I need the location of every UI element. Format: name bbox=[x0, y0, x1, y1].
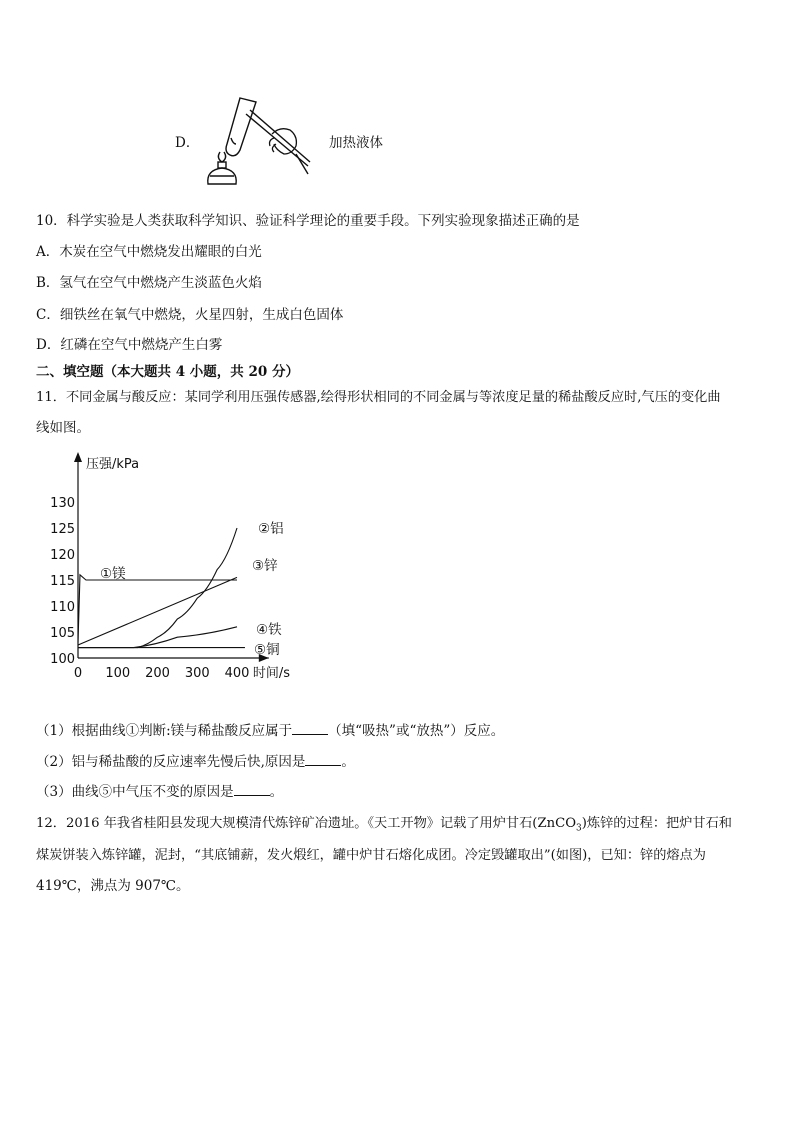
q12-line2: 煤炭饼装入炼锌罐，泥封，“其底铺薪，发火煅红，罐中炉甘石熔化成团。冷定毁罐取出”(如图)，已知：锌的熔点为 bbox=[36, 848, 706, 863]
q10-option-b: B．氢气在空气中燃烧产生淡蓝色火焰 bbox=[36, 275, 262, 291]
test-tube-holder-icon bbox=[246, 110, 310, 174]
x-tick-label: 200 bbox=[145, 666, 170, 681]
x-tick-label: 400 bbox=[224, 666, 250, 681]
hand-icon bbox=[270, 129, 297, 154]
q11-sub1-text-b: （填“吸热”或“放热”）反应。 bbox=[328, 723, 505, 739]
q11-sub3-text-b: 。 bbox=[269, 784, 284, 800]
x-tick-label: 0 bbox=[73, 666, 83, 681]
series-label: ⑤铜 bbox=[254, 642, 280, 658]
q11-sub1 bbox=[36, 719, 504, 739]
q11-sub3-blank[interactable] bbox=[234, 783, 270, 796]
x-axis-label: 时间/s bbox=[252, 666, 291, 681]
q11-sub1-blank[interactable] bbox=[292, 722, 328, 735]
y-tick-label: 120 bbox=[50, 548, 75, 563]
y-tick-label: 110 bbox=[50, 600, 75, 615]
y-axis-arrow bbox=[74, 452, 82, 462]
x-tick-label: 100 bbox=[105, 666, 131, 681]
q12-line3: 419℃，沸点为 907℃。 bbox=[36, 878, 190, 894]
chart-axes bbox=[74, 452, 269, 662]
q11-sub2-blank[interactable] bbox=[305, 753, 341, 766]
q12-line1-b: )炼锌的过程：把炉甘石和 bbox=[581, 816, 732, 831]
x-tick-label: 300 bbox=[184, 666, 210, 681]
q12-line1-subscript: 3 bbox=[576, 823, 582, 834]
option-d-letter: D． bbox=[175, 135, 200, 151]
series-label: ②铝 bbox=[258, 521, 284, 537]
pressure-time-chart bbox=[40, 450, 310, 690]
q10-stem: 10．科学实验是人类获取科学知识、验证科学理论的重要手段。下列实验现象描述正确的是 bbox=[36, 213, 580, 229]
q10-option-a: A．木炭在空气中燃烧发出耀眼的白光 bbox=[36, 244, 262, 260]
y-tick-label: 125 bbox=[50, 522, 75, 537]
y-tick-label: 115 bbox=[50, 574, 75, 589]
option-d-caption: 加热液体 bbox=[329, 135, 383, 151]
y-tick-label: 130 bbox=[50, 496, 75, 511]
y-axis-label: 压强/kPa bbox=[86, 457, 140, 472]
y-tick-label: 100 bbox=[50, 652, 75, 667]
q11-sub3 bbox=[36, 780, 283, 800]
y-tick-label: 105 bbox=[50, 626, 75, 641]
section-heading: 二、填空题（本大题共 4 小题，共 20 分） bbox=[36, 364, 299, 380]
q11-sub3-text-a: （3）曲线⑤中气压不变的原因是 bbox=[36, 784, 234, 800]
q11-sub2-text-b: 。 bbox=[341, 754, 355, 770]
q11-stem-line2: 线如图。 bbox=[36, 420, 90, 436]
q11-stem-line1: 11．不同金属与酸反应：某同学利用压强传感器,绘得形状相同的不同金属与等浓度足量的稀盐酸反应时,气压的变化曲 bbox=[36, 390, 721, 405]
q11-sub2-text-a: （2）铝与稀盐酸的反应速率先慢后快,原因是 bbox=[36, 754, 306, 770]
q11-sub1-text-a: （1）根据曲线①判断:镁与稀盐酸反应属于 bbox=[36, 723, 293, 739]
heating-liquid-illustration bbox=[200, 92, 320, 192]
series-label: ④铁 bbox=[256, 622, 282, 638]
chart-series bbox=[78, 528, 245, 648]
test-tube-icon bbox=[226, 98, 256, 156]
series-label: ①镁 bbox=[100, 566, 126, 582]
alcohol-lamp-icon bbox=[208, 152, 236, 184]
series-line bbox=[78, 577, 237, 645]
series-label: ③锌 bbox=[252, 558, 278, 574]
q11-sub2 bbox=[36, 750, 355, 770]
q12-line1-a: 12．2016 年我省桂阳县发现大规模清代炼锌矿冶遗址。《天工开物》记载了用炉甘石(ZnCO bbox=[36, 816, 577, 831]
q10-option-d: D．红磷在空气中燃烧产生白雾 bbox=[36, 337, 223, 353]
q12-line1 bbox=[36, 812, 732, 834]
q10-option-c: C．细铁丝在氧气中燃烧，火星四射，生成白色固体 bbox=[36, 307, 344, 323]
